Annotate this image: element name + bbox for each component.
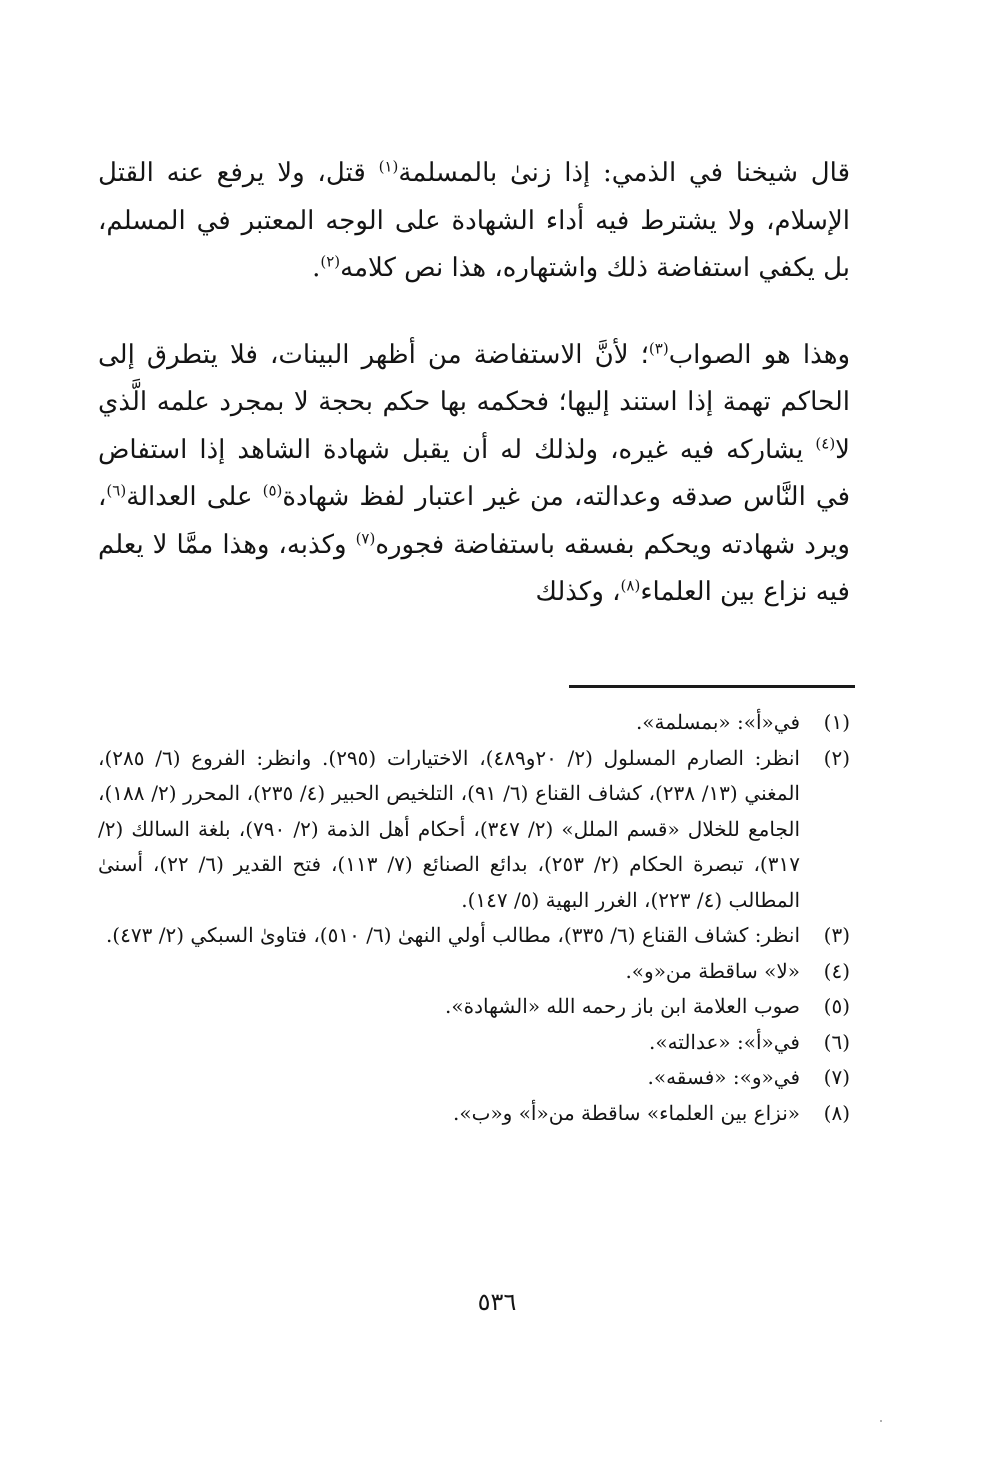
paragraph-text: ، ويرد شهادته ويحكم بفسقه باستفاضة فجوره <box>98 482 850 560</box>
footnote-text: انظر: كشاف القناع (٦/ ٣٣٥)، مطالب أولي النهىٰ (٦/ ٥١٠)، فتاوىٰ السبكي (٢/ ٤٧٣). <box>105 923 800 947</box>
main-text <box>98 150 850 617</box>
footnote <box>98 1025 850 1061</box>
paragraph-text: على العدالة <box>126 482 263 512</box>
footnote-text: انظر: الصارم المسلول (٢/ ٢٠و٤٨٩)، الاختيارات (٢٩٥). وانظر: الفروع (٦/ ٢٨٥)، المغني (١٣/ ٢٣٨)، كشاف القناع (٦/ ٩١)، التلخيص الحبير (٤/ ٢٣٥)، المحرر (٢/ ١٨٨)، الجامع للخلال «قسم الملل» (٢/ ٣٤٧)، أحكام أهل الذمة (٢/ ٧٩٠)، بلغة السالك (٢/ ٣١٧)، تبصرة الحكام (٢/ ٢٥٣)، بدائع الصنائع (٧/ ١١٣)، فتح القدير (٦/ ٢٢)، أسنىٰ المطالب (٤/ ٢٢٣)، الغرر البهية (٥/ ١٤٧). <box>98 745 801 912</box>
footnote <box>98 954 850 990</box>
footnote-marker: (٦) <box>106 481 127 500</box>
footnote-number: (٢) <box>823 745 850 770</box>
paragraph-text: وكذبه، وهذا ممَّا لا يعلم فيه نزاع بين العلماء <box>98 529 850 607</box>
paragraph-text: قتل، ولا يرفع عنه القتل الإسلام، ولا يشترط فيه أداء الشهادة على الوجه المعتبر في المسلم، بل يكفي استفاضة ذلك واشتهاره، هذا نص كلامه <box>98 158 850 283</box>
footnote <box>98 1096 850 1132</box>
footnote <box>98 705 850 741</box>
paragraph-text: وهذا هو الصواب <box>668 339 850 370</box>
footnote <box>98 989 850 1025</box>
footnote-text: صوب العلامة ابن باز رحمه الله «الشهادة». <box>445 994 800 1018</box>
footnote-text: في«أ»: «عدالته». <box>648 1029 800 1054</box>
paragraph-text: ؛ لأنَّ الاستفاضة من أظهر البينات، فلا يتطرق إلى الحاكم تهمة إذا استند إليها؛ فحكمه بها حكم بحجة لا بمجرد علمه الَّذي لا <box>98 339 850 465</box>
paragraph <box>98 150 850 293</box>
footnote-number: (٨) <box>823 1100 850 1125</box>
footnote-number: (٤) <box>823 958 850 983</box>
footnote-marker: (٣) <box>648 338 669 357</box>
footnotes <box>98 705 850 1131</box>
footnote-marker: (٢) <box>320 252 341 271</box>
scan-speck <box>880 1420 882 1422</box>
footnote-separator <box>569 685 855 688</box>
footnote-number: (١) <box>823 710 850 734</box>
footnote-text: في«و»: «فسقه». <box>647 1065 800 1089</box>
footnote-marker: (٤) <box>815 433 836 452</box>
paragraph-text: . <box>312 253 321 283</box>
footnote-marker: (٨) <box>620 576 641 595</box>
footnote-number: (٥) <box>823 994 850 1018</box>
paragraph-text: قال شيخنا في الذمي: إذا زنىٰ بالمسلمة <box>398 158 850 188</box>
footnote-marker: (٥) <box>262 481 283 500</box>
footnote-text: «نزاع بين العلماء» ساقطة من«أ» و«ب». <box>453 1100 800 1125</box>
paragraph-text: يشاركه فيه غيره، ولذلك له أن يقبل شهادة الشاهد إذا استفاض في النَّاس صدقه وعدالته، من غير اعتبار لفظ شهادة <box>98 434 850 512</box>
footnote-number: (٦) <box>823 1029 850 1054</box>
footnote <box>98 918 850 954</box>
paragraph <box>98 332 850 617</box>
footnote-marker: (١) <box>378 157 399 176</box>
footnote-number: (٧) <box>823 1065 850 1089</box>
footnote-number: (٣) <box>823 923 850 947</box>
footnote-marker: (٧) <box>355 528 376 547</box>
footnote <box>98 741 850 919</box>
footnote-text: في«أ»: «بمسلمة». <box>635 710 800 734</box>
page-number: ٥٣٦ <box>477 1288 517 1316</box>
footnote-text: «لا» ساقطة من«و». <box>625 958 800 983</box>
footnote <box>98 1060 850 1096</box>
paragraph-text: ، وكذلك <box>535 577 621 607</box>
